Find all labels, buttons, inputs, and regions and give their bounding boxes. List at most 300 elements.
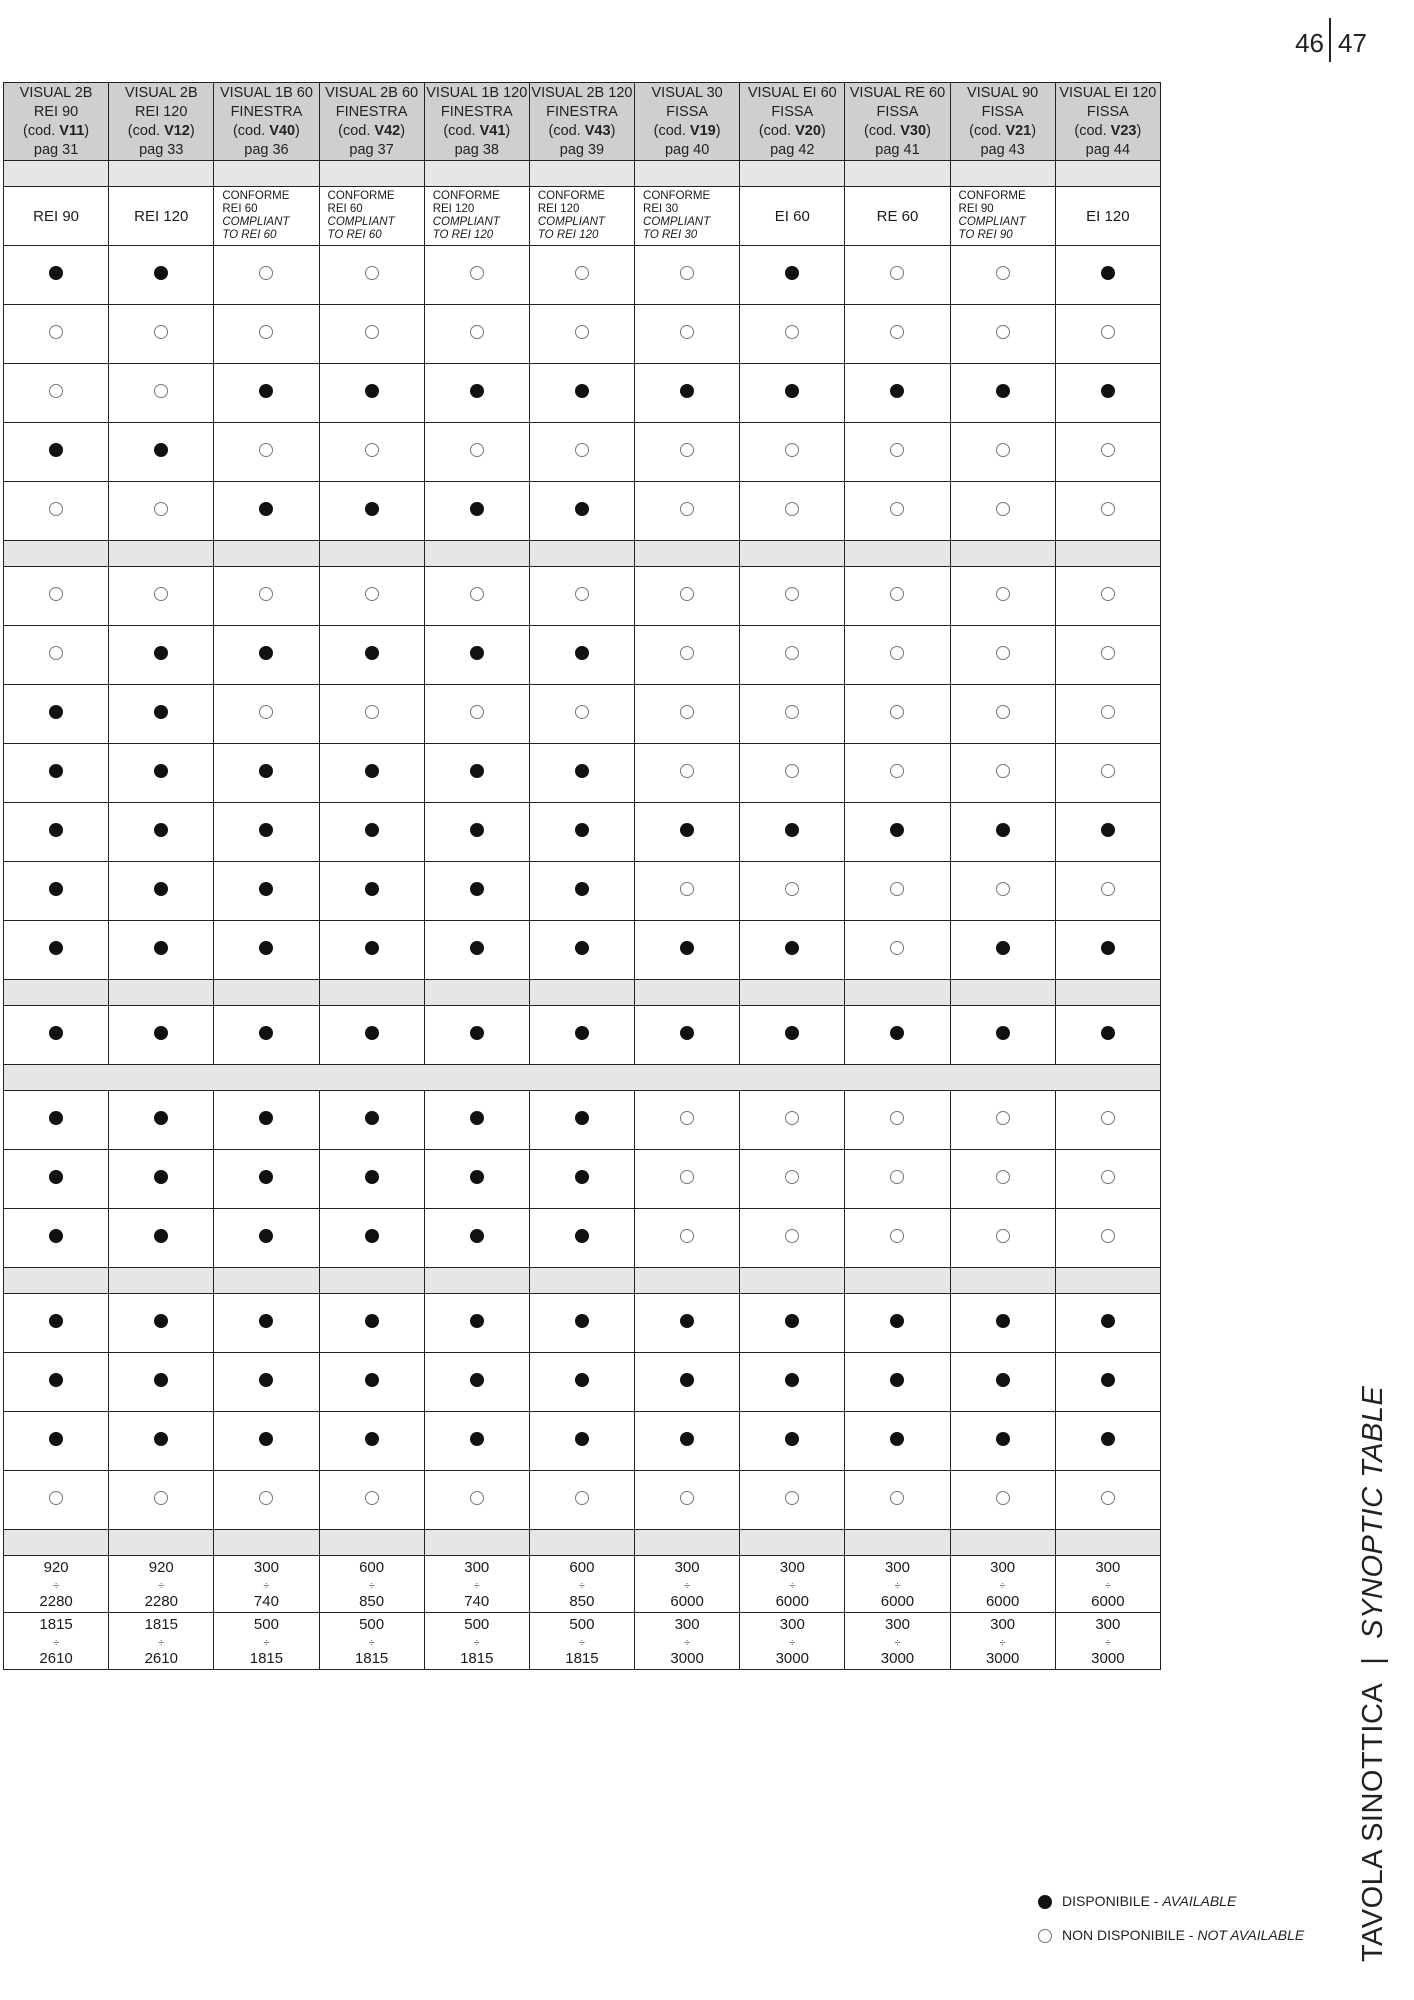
feature-cell (4, 423, 109, 482)
classification-label: EI 120 (1086, 207, 1130, 225)
compliance-line3: COMPLIANT (537, 216, 605, 228)
feature-cell (845, 423, 950, 482)
feature-cell (635, 305, 740, 364)
feature-cell (4, 567, 109, 626)
not-available-dot-icon (680, 1229, 694, 1243)
column-page-ref: pag 43 (980, 141, 1025, 158)
feature-cell (424, 423, 529, 482)
compliance-line4: TO REI 120 (537, 229, 599, 241)
compliance-line2: REI 30 (643, 203, 679, 215)
column-header (740, 83, 845, 161)
feature-cell (319, 1353, 424, 1412)
feature-cell (1055, 1150, 1160, 1209)
feature-row (4, 1091, 1161, 1150)
available-dot-icon (365, 1373, 379, 1387)
feature-cell (4, 685, 109, 744)
feature-cell (214, 423, 319, 482)
feature-cell (1055, 803, 1160, 862)
not-available-dot-icon (1101, 882, 1115, 896)
available-dot-icon (259, 384, 273, 398)
feature-cell (319, 626, 424, 685)
feature-row (4, 626, 1161, 685)
feature-cell (424, 567, 529, 626)
column-code: V30 (900, 122, 927, 139)
compliance-line4: TO REI 60 (327, 229, 382, 241)
feature-cell (109, 626, 214, 685)
feature-cell (950, 1091, 1055, 1150)
feature-cell (845, 744, 950, 803)
dimension-min: 300 (674, 1615, 700, 1633)
section-divider-cell (950, 1530, 1055, 1556)
available-dot-icon (470, 1229, 484, 1243)
not-available-dot-icon (154, 587, 168, 601)
feature-cell (635, 1294, 740, 1353)
section-divider-cell (319, 980, 424, 1006)
feature-cell (529, 1471, 634, 1530)
not-available-dot-icon (996, 443, 1010, 457)
page-number-divider (1329, 18, 1331, 62)
range-symbol: ÷ (1104, 1636, 1111, 1649)
feature-cell (109, 246, 214, 305)
feature-cell (319, 305, 424, 364)
range-symbol: ÷ (53, 1636, 60, 1649)
not-available-dot-icon (890, 325, 904, 339)
feature-cell (1055, 1294, 1160, 1353)
feature-cell (319, 482, 424, 541)
feature-cell (4, 921, 109, 980)
section-divider-cell (214, 1530, 319, 1556)
section-divider-cell (4, 1268, 109, 1294)
column-header-line1: VISUAL 1B 120 (426, 84, 528, 101)
dimension-max: 3000 (985, 1649, 1020, 1667)
feature-cell (109, 423, 214, 482)
not-available-dot-icon (890, 1229, 904, 1243)
available-dot-icon (575, 1314, 589, 1328)
classification-compliance (320, 190, 424, 242)
column-code-suffix: ) (610, 122, 616, 139)
column-header (845, 83, 950, 161)
feature-cell (319, 744, 424, 803)
available-dot-icon (49, 823, 63, 837)
feature-cell (319, 567, 424, 626)
column-header-line1: VISUAL EI 60 (747, 84, 837, 101)
feature-cell (4, 305, 109, 364)
feature-cell (950, 305, 1055, 364)
feature-cell (529, 1353, 634, 1412)
available-dot-icon (154, 882, 168, 896)
available-dot-icon (365, 1432, 379, 1446)
dimension-cell (109, 1556, 214, 1613)
feature-cell (319, 803, 424, 862)
compliance-line3: COMPLIANT (327, 216, 395, 228)
feature-cell (109, 685, 214, 744)
feature-row (4, 1006, 1161, 1065)
column-page-ref: pag 33 (139, 141, 184, 158)
available-dot-icon (785, 1432, 799, 1446)
range-symbol: ÷ (473, 1579, 480, 1592)
feature-cell (950, 364, 1055, 423)
dimension-max: 1815 (249, 1649, 284, 1667)
feature-cell (635, 921, 740, 980)
not-available-dot-icon (996, 325, 1010, 339)
feature-row (4, 246, 1161, 305)
feature-cell (950, 246, 1055, 305)
dimension-cell (845, 1556, 950, 1613)
dimension-max: 2610 (144, 1649, 178, 1667)
available-dot-icon (365, 502, 379, 516)
feature-cell (740, 364, 845, 423)
feature-cell (740, 246, 845, 305)
feature-cell (740, 423, 845, 482)
feature-cell (635, 1091, 740, 1150)
not-available-dot-icon (154, 502, 168, 516)
available-dot-icon (259, 823, 273, 837)
dimension-row (4, 1613, 1161, 1670)
available-dot-icon (365, 882, 379, 896)
feature-cell (214, 1150, 319, 1209)
available-dot-icon (49, 1432, 63, 1446)
feature-cell (1055, 1412, 1160, 1471)
column-code: V43 (584, 122, 611, 139)
dimension-min: 920 (43, 1558, 69, 1576)
section-divider-cell (214, 161, 319, 187)
available-dot-icon (470, 384, 484, 398)
available-dot-icon (365, 1229, 379, 1243)
column-code: V20 (795, 122, 821, 139)
not-available-dot-icon (785, 646, 799, 660)
available-dot-icon (996, 1373, 1010, 1387)
range-symbol: ÷ (263, 1579, 270, 1592)
available-dot-icon (785, 941, 799, 955)
column-page-ref: pag 44 (1085, 141, 1131, 158)
column-header (1055, 83, 1160, 161)
feature-cell (1055, 685, 1160, 744)
compliance-line4: TO REI 90 (958, 229, 1013, 241)
feature-cell (845, 862, 950, 921)
section-divider-cell (424, 1530, 529, 1556)
feature-cell (950, 567, 1055, 626)
dimension-max: 740 (464, 1592, 490, 1610)
not-available-dot-icon (680, 443, 694, 457)
section-divider-cell (319, 161, 424, 187)
not-available-dot-icon (680, 266, 694, 280)
available-dot-icon (470, 1314, 484, 1328)
not-available-dot-icon (1101, 587, 1115, 601)
available-dot-icon (575, 823, 589, 837)
available-dot-icon (890, 823, 904, 837)
dimension-cell (214, 1556, 319, 1613)
available-dot-icon (890, 1373, 904, 1387)
section-divider-cell (109, 161, 214, 187)
section-divider-row (4, 541, 1161, 567)
column-code-suffix: ) (84, 122, 90, 139)
not-available-dot-icon (1101, 443, 1115, 457)
section-divider-cell (214, 541, 319, 567)
feature-cell (950, 1006, 1055, 1065)
not-available-dot-icon (680, 587, 694, 601)
feature-cell (4, 1091, 109, 1150)
not-available-dot-icon (890, 941, 904, 955)
dimension-min: 300 (464, 1558, 490, 1576)
not-available-dot-icon (470, 443, 484, 457)
feature-cell (214, 626, 319, 685)
not-available-dot-icon (996, 1491, 1010, 1505)
available-dot-icon (470, 1373, 484, 1387)
feature-cell (319, 1294, 424, 1353)
feature-cell (4, 1471, 109, 1530)
column-code-suffix: ) (189, 122, 195, 139)
column-page-ref: pag 36 (244, 141, 289, 158)
feature-cell (635, 862, 740, 921)
classification-compliance (214, 190, 318, 242)
not-available-dot-icon (365, 587, 379, 601)
feature-cell (109, 1412, 214, 1471)
dimension-max: 6000 (985, 1592, 1020, 1610)
section-divider-cell (950, 980, 1055, 1006)
range-symbol: ÷ (999, 1579, 1006, 1592)
dimension-cell (109, 1613, 214, 1670)
range-symbol: ÷ (789, 1636, 796, 1649)
section-divider-cell (1055, 980, 1160, 1006)
available-dot-icon (890, 1026, 904, 1040)
available-dot-icon (49, 941, 63, 955)
feature-cell (319, 1209, 424, 1268)
available-dot-icon (259, 1373, 273, 1387)
not-available-dot-icon (785, 1170, 799, 1184)
column-header-line1: VISUAL 1B 60 (219, 84, 313, 101)
feature-cell (4, 482, 109, 541)
feature-cell (845, 685, 950, 744)
dimension-min: 300 (779, 1615, 805, 1633)
feature-cell (109, 921, 214, 980)
feature-cell (740, 1412, 845, 1471)
feature-cell (424, 1006, 529, 1065)
feature-cell (424, 1091, 529, 1150)
feature-cell (214, 1294, 319, 1353)
dimension-cell (1055, 1556, 1160, 1613)
available-dot-icon (49, 1373, 63, 1387)
dimension-min: 300 (1095, 1615, 1121, 1633)
feature-cell (1055, 1471, 1160, 1530)
column-header-line2: FINESTRA (440, 103, 513, 120)
classification-cell (529, 187, 634, 246)
available-dot-icon (154, 646, 168, 660)
feature-cell (529, 1091, 634, 1150)
feature-cell (424, 364, 529, 423)
feature-cell (529, 246, 634, 305)
classification-cell (424, 187, 529, 246)
feature-cell (635, 1412, 740, 1471)
compliance-line2: REI 60 (222, 203, 258, 215)
feature-cell (740, 1353, 845, 1412)
not-available-dot-icon (890, 764, 904, 778)
dimension-cell (950, 1613, 1055, 1670)
feature-cell (109, 567, 214, 626)
column-code-suffix: ) (820, 122, 826, 139)
section-divider-cell (319, 1268, 424, 1294)
empty-dot-icon (1038, 1929, 1052, 1943)
range-symbol: ÷ (578, 1579, 585, 1592)
column-code: V12 (164, 122, 190, 139)
feature-cell (424, 1209, 529, 1268)
column-header-line1: VISUAL 2B 60 (325, 84, 419, 101)
classification-cell (845, 187, 950, 246)
available-dot-icon (996, 1026, 1010, 1040)
section-divider-cell (109, 1268, 214, 1294)
not-available-dot-icon (996, 1170, 1010, 1184)
available-dot-icon (1101, 1314, 1115, 1328)
available-dot-icon (49, 882, 63, 896)
column-code: V42 (374, 122, 401, 139)
side-title-it: TAVOLA SINOTTICA (1357, 1682, 1389, 1962)
not-available-dot-icon (1101, 646, 1115, 660)
feature-cell (635, 626, 740, 685)
available-dot-icon (49, 1026, 63, 1040)
feature-cell (950, 685, 1055, 744)
compliance-line1: CONFORME (222, 190, 290, 202)
feature-cell (109, 482, 214, 541)
available-dot-icon (575, 882, 589, 896)
feature-cell (529, 744, 634, 803)
available-dot-icon (365, 764, 379, 778)
available-dot-icon (996, 384, 1010, 398)
dimension-max: 1815 (460, 1649, 494, 1667)
feature-cell (845, 364, 950, 423)
not-available-dot-icon (890, 443, 904, 457)
legend-not-available-en: NOT AVAILABLE (1197, 1927, 1305, 1943)
feature-cell (214, 1209, 319, 1268)
available-dot-icon (785, 384, 799, 398)
feature-cell (635, 246, 740, 305)
feature-cell (319, 921, 424, 980)
feature-cell (950, 1150, 1055, 1209)
dimension-row (4, 1556, 1161, 1613)
available-dot-icon (154, 1111, 168, 1125)
available-dot-icon (996, 823, 1010, 837)
section-divider-cell (319, 1530, 424, 1556)
not-available-dot-icon (259, 705, 273, 719)
available-dot-icon (365, 384, 379, 398)
column-header (635, 83, 740, 161)
not-available-dot-icon (996, 266, 1010, 280)
section-divider-cell (109, 1530, 214, 1556)
not-available-dot-icon (890, 1111, 904, 1125)
available-dot-icon (154, 1170, 168, 1184)
not-available-dot-icon (785, 764, 799, 778)
column-page-ref: pag 42 (770, 141, 815, 158)
column-header (4, 83, 109, 161)
feature-cell (740, 921, 845, 980)
column-header-line2: FINESTRA (546, 103, 618, 120)
dimension-cell (529, 1613, 634, 1670)
not-available-dot-icon (259, 1491, 273, 1505)
dimension-max: 3000 (1091, 1649, 1125, 1667)
side-title-separator: | (1357, 1656, 1389, 1665)
range-symbol: ÷ (368, 1579, 375, 1592)
feature-cell (845, 246, 950, 305)
dimension-min: 300 (990, 1558, 1016, 1576)
column-header-line1: VISUAL 90 (967, 84, 1039, 101)
dimension-max: 2610 (39, 1649, 73, 1667)
not-available-dot-icon (1101, 1491, 1115, 1505)
available-dot-icon (575, 1373, 589, 1387)
feature-cell (4, 1412, 109, 1471)
not-available-dot-icon (1101, 1229, 1115, 1243)
classification-cell (109, 187, 214, 246)
not-available-dot-icon (890, 502, 904, 516)
feature-cell (319, 1471, 424, 1530)
column-header-line2: REI 120 (135, 103, 188, 120)
feature-cell (845, 1006, 950, 1065)
not-available-dot-icon (890, 882, 904, 896)
classification-compliance (530, 190, 634, 242)
section-divider-cell (529, 161, 634, 187)
available-dot-icon (1101, 1026, 1115, 1040)
feature-cell (529, 921, 634, 980)
not-available-dot-icon (996, 646, 1010, 660)
dimension-max: 3000 (670, 1649, 704, 1667)
feature-cell (319, 1412, 424, 1471)
classification-cell (214, 187, 319, 246)
feature-cell (950, 1412, 1055, 1471)
feature-cell (109, 1353, 214, 1412)
range-symbol: ÷ (684, 1636, 691, 1649)
feature-cell (4, 744, 109, 803)
column-header-line2: FISSA (771, 103, 814, 120)
available-dot-icon (575, 1170, 589, 1184)
feature-cell (635, 423, 740, 482)
section-divider-cell (424, 1268, 529, 1294)
available-dot-icon (680, 1373, 694, 1387)
feature-cell (845, 1294, 950, 1353)
dimension-cell (319, 1613, 424, 1670)
range-symbol: ÷ (789, 1579, 796, 1592)
available-dot-icon (154, 266, 168, 280)
dimension-min: 1815 (39, 1615, 73, 1633)
feature-cell (740, 626, 845, 685)
not-available-dot-icon (49, 587, 63, 601)
column-code-prefix: (cod. (338, 122, 375, 139)
feature-row (4, 1471, 1161, 1530)
dimension-min: 300 (1095, 1558, 1121, 1576)
section-divider-cell (1055, 1268, 1160, 1294)
feature-cell (4, 364, 109, 423)
available-dot-icon (365, 1314, 379, 1328)
section-divider-cell (109, 980, 214, 1006)
feature-cell (4, 1353, 109, 1412)
section-divider-cell (4, 980, 109, 1006)
feature-cell (1055, 744, 1160, 803)
section-divider-cell (740, 1268, 845, 1294)
feature-cell (740, 685, 845, 744)
column-header-line1: VISUAL 2B (124, 84, 198, 101)
classification-cell (950, 187, 1055, 246)
section-divider-cell (529, 1268, 634, 1294)
available-dot-icon (470, 882, 484, 896)
feature-cell (845, 1353, 950, 1412)
section-divider-cell (845, 1530, 950, 1556)
feature-cell (635, 482, 740, 541)
available-dot-icon (470, 1170, 484, 1184)
not-available-dot-icon (470, 325, 484, 339)
column-code: V11 (59, 122, 85, 139)
feature-cell (214, 1412, 319, 1471)
feature-cell (109, 1209, 214, 1268)
not-available-dot-icon (996, 882, 1010, 896)
feature-cell (109, 862, 214, 921)
section-divider-cell (950, 161, 1055, 187)
dimension-max: 3000 (880, 1649, 915, 1667)
